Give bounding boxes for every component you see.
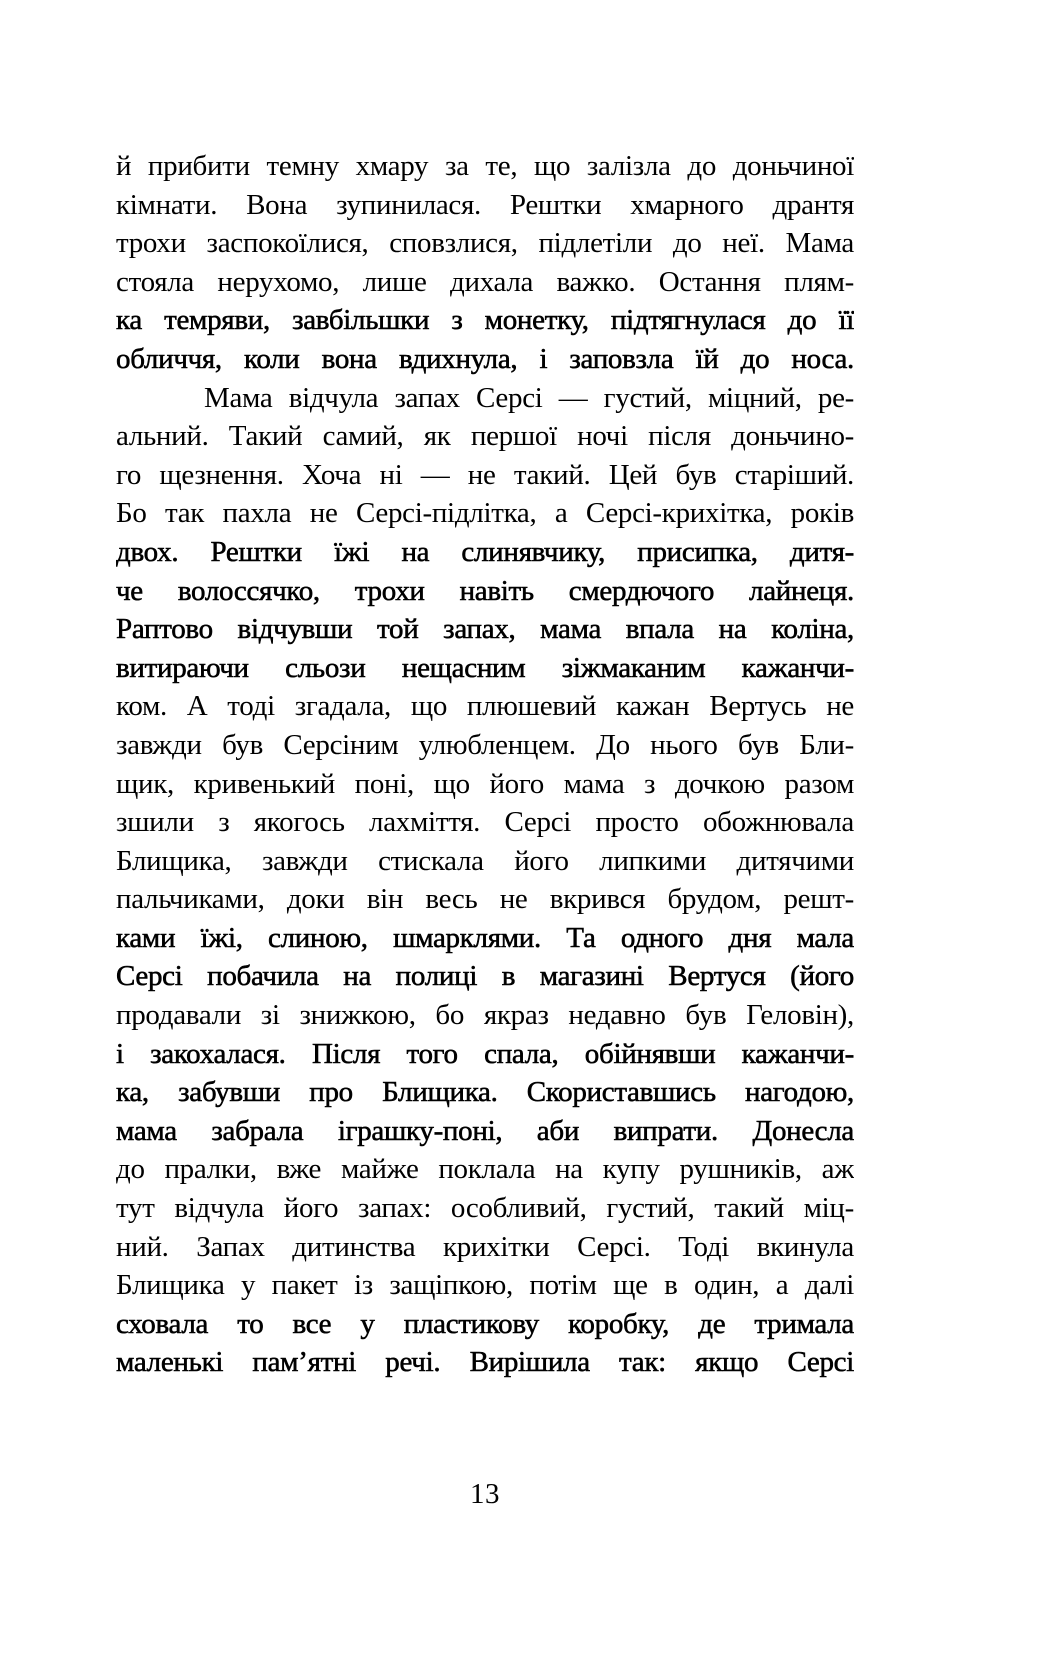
text-line: Блищика у пакет із защіпкою, потім ще в один, а далі — [116, 1269, 854, 1302]
text-line: зшили з якогось лахміття. Серсі просто обожнювала — [116, 806, 854, 839]
text-line: маленькі пам’ятні речі. Вирішила так: якщо Серсі — [116, 1346, 854, 1379]
text-line: трохи заспокоїлися, сповзлися, підлетіли до неї. Мама — [116, 227, 854, 260]
text-line: завжди був Серсіним улюбленцем. До нього був Бли- — [116, 728, 854, 761]
text-line: ний. Запах дитинства крихітки Серсі. Тоді вкинула — [116, 1230, 854, 1263]
text-line: продавали зі знижкою, бо якраз недавно був Геловін), — [116, 999, 854, 1032]
text-line: ком. А тоді згадала, що плюшевий кажан Вертусь не — [116, 690, 854, 723]
text-line: Блищика, завжди стискала його липкими дитячими — [116, 844, 854, 877]
body-text — [116, 147, 854, 1382]
text-line: Мама відчула запах Серсі — густий, міцний, ре- — [204, 381, 854, 414]
text-line: двох. Рештки їжі на слинявчику, присипка, дитя- — [116, 535, 854, 568]
text-line: Бо так пахла не Серсі-підлітка, а Серсі-крихітка, років — [116, 497, 854, 530]
text-line: стояла нерухомо, лише дихала важко. Остання плям- — [116, 265, 854, 298]
text-line: че волоссячко, трохи навіть смердючого лайнеця. — [116, 574, 854, 607]
page-number: 13 — [470, 1478, 500, 1510]
text-line: й прибити темну хмару за те, що залізла до доньчиної — [116, 150, 854, 182]
text-line: ка темряви, завбільшки з монетку, підтягнулася до її — [116, 304, 854, 337]
text-line: ками їжі, слиною, шмарклями. Та одного дня мала — [116, 921, 854, 954]
text-line: обличчя, коли вона вдихнула, і заповзла їй до носа. — [116, 342, 854, 375]
text-line: го щезнення. Хоча ні — не такий. Цей був старіший. — [116, 458, 854, 491]
text-line: мама забрала іграшку-поні, аби випрати. Донесла — [116, 1114, 854, 1147]
text-line: альний. Такий самий, як першої ночі після доньчино- — [116, 420, 854, 453]
text-line: тут відчула його запах: особливий, густий, такий міц- — [116, 1192, 854, 1225]
text-line: ка, забувши про Блищика. Скориставшись нагодою, — [116, 1076, 854, 1109]
text-line: витираючи сльози нещасним зіжмаканим кажанчи- — [116, 651, 854, 684]
text-line: до пралки, вже майже поклала на купу рушників, аж — [116, 1153, 854, 1186]
text-line: сховала то все у пластикову коробку, де тримала — [116, 1307, 854, 1340]
text-line: Раптово відчувши той запах, мама впала на коліна, — [116, 613, 854, 646]
text-line: пальчиками, доки він весь не вкрився брудом, решт- — [116, 883, 854, 916]
text-line: кімнати. Вона зупинилася. Рештки хмарного дрантя — [116, 188, 854, 221]
text-line: Серсі побачила на полиці в магазині Вертуся (його — [116, 960, 854, 993]
text-line: і закохалася. Після того спала, обійнявши кажанчи- — [116, 1037, 854, 1070]
text-line: щик, кривенький поні, що його мама з дочкою разом — [116, 767, 854, 800]
